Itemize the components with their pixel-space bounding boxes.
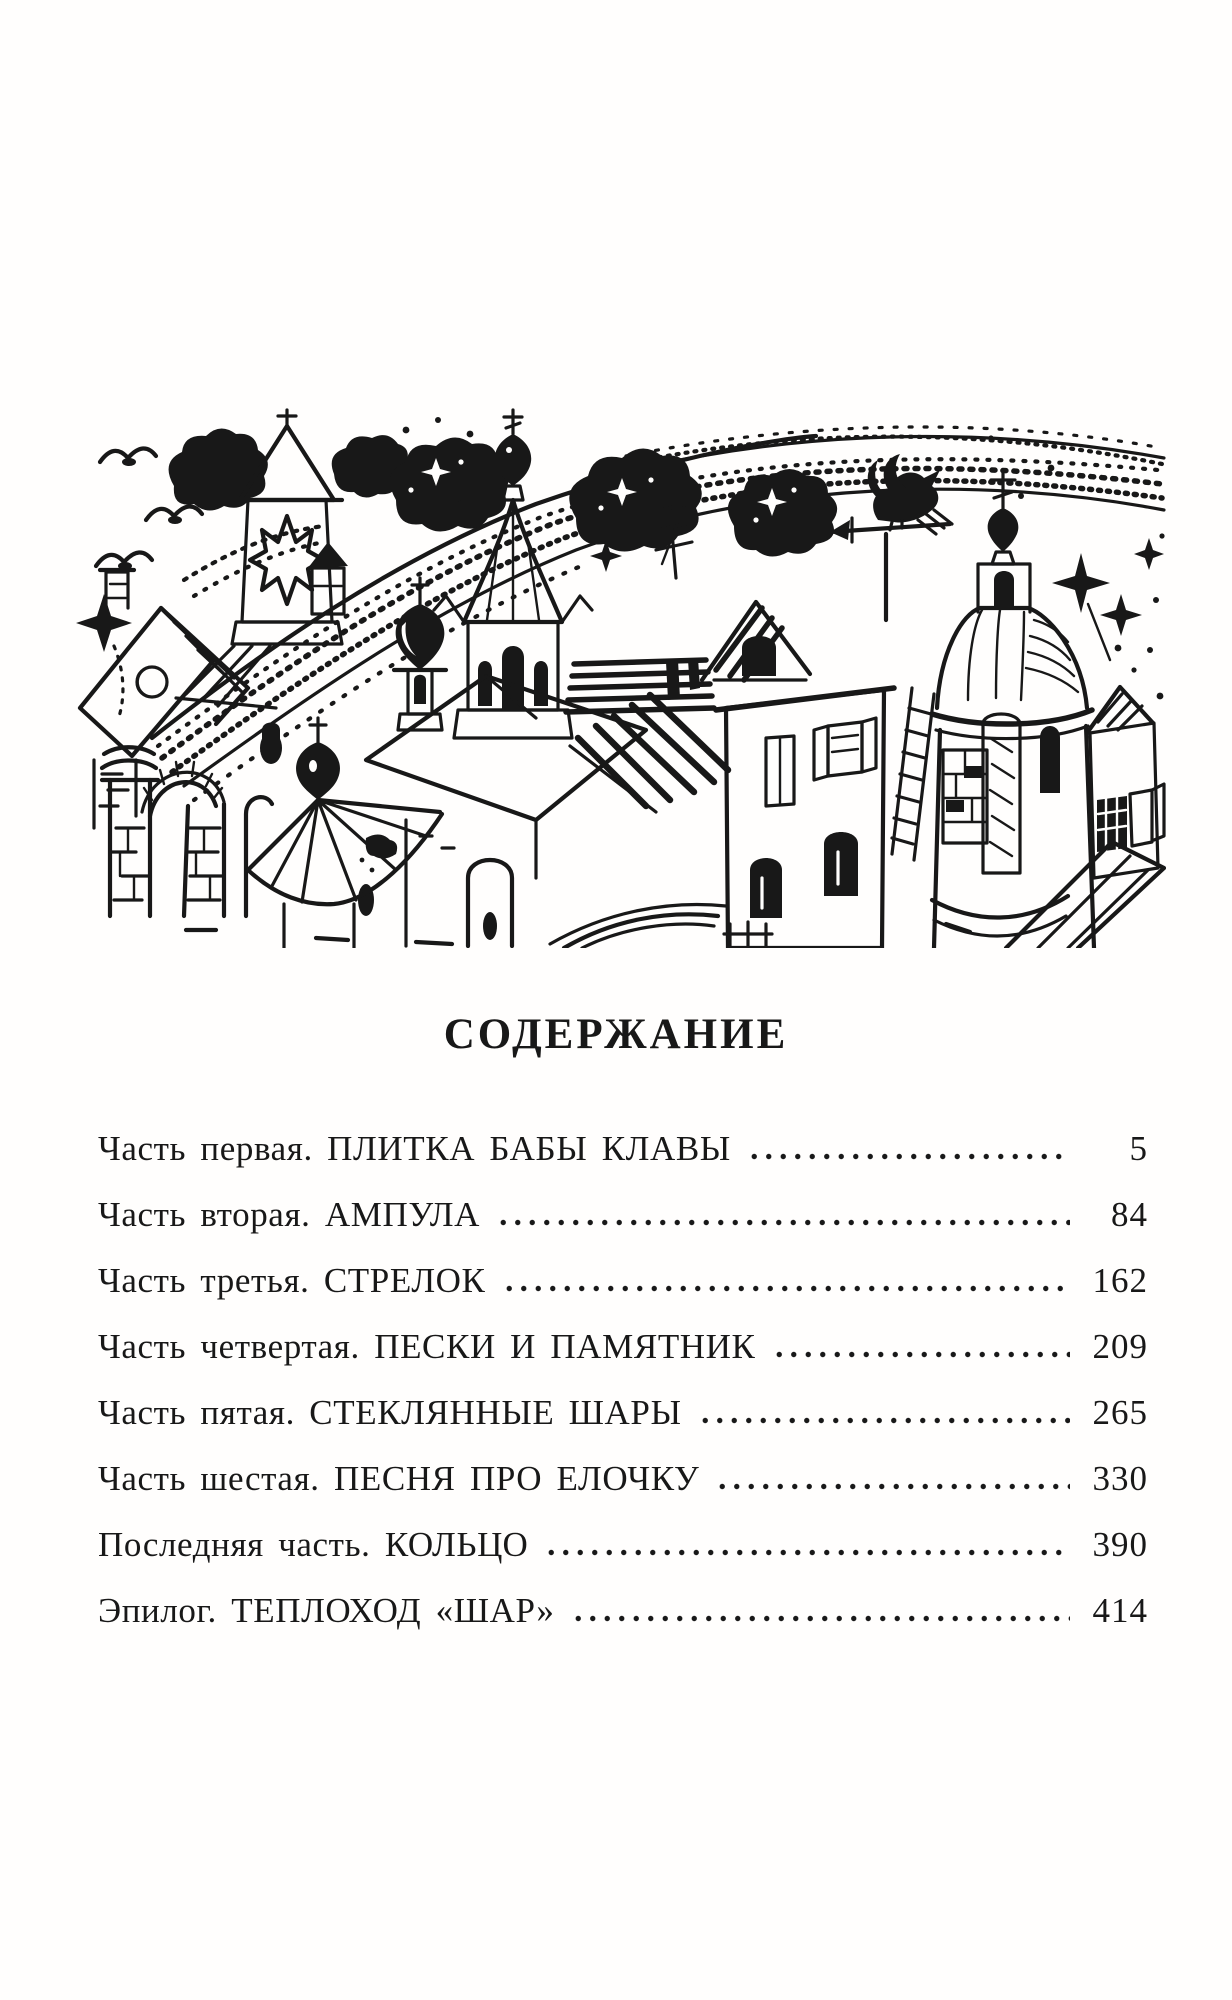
toc-dot-leader (571, 1615, 1070, 1622)
toc-page-number: 390 (1092, 1525, 1148, 1564)
page-title: СОДЕРЖАНИЕ (443, 1011, 789, 1058)
ladder (892, 688, 934, 860)
rooster-weathervane-icon (830, 454, 952, 620)
toc-dot-leader (496, 1219, 1070, 1226)
toc-dot-leader (747, 1153, 1070, 1160)
toc-row (98, 1392, 1148, 1434)
toc-dot-leader (772, 1351, 1071, 1358)
toc-page-number: 330 (1092, 1459, 1148, 1498)
toc-entry-label: Часть первая. ПЛИТКА БАБЫ КЛАВЫ (98, 1129, 731, 1168)
toc-page-number: 5 (1129, 1129, 1148, 1168)
shed-roof (946, 842, 1164, 948)
toc-row (98, 1590, 1148, 1632)
toc-row (98, 1326, 1148, 1368)
toc-entry-label: Часть шестая. ПЕСНЯ ПРО ЕЛОЧКУ (98, 1459, 700, 1498)
toc-entry-label: Часть вторая. АМПУЛА (98, 1195, 480, 1234)
toc-page-number: 84 (1111, 1195, 1148, 1234)
toc-row (98, 1128, 1148, 1170)
bell-tower (932, 470, 1094, 948)
toc-page-number: 209 (1092, 1327, 1148, 1366)
toc-entry-label: Часть третья. СТРЕЛОК (98, 1261, 486, 1300)
toc-page-number: 414 (1092, 1591, 1148, 1630)
toc-row (98, 1458, 1148, 1500)
table-of-contents (98, 1128, 1148, 1656)
toc-entry-label: Часть пятая. СТЕКЛЯННЫЕ ШАРЫ (98, 1393, 682, 1432)
toc-dot-leader (544, 1549, 1070, 1556)
toc-page-number: 265 (1092, 1393, 1148, 1432)
toc-row (98, 1194, 1148, 1236)
dormer (702, 602, 810, 680)
toc-entry-label: Часть четвертая. ПЕСКИ И ПАМЯТНИК (98, 1327, 756, 1366)
toc-dot-leader (715, 1483, 1070, 1490)
two-story-house (716, 688, 894, 948)
town-illustration (66, 408, 1166, 948)
toc-row (98, 1260, 1148, 1302)
toc-entry-label: Последняя часть. КОЛЬЦО (98, 1525, 529, 1564)
toc-entry-label: Эпилог. ТЕПЛОХОД «ШАР» (98, 1591, 555, 1630)
toc-row (98, 1524, 1148, 1566)
toc-dot-leader (502, 1285, 1070, 1292)
toc-dot-leader (698, 1417, 1070, 1424)
toc-page-number: 162 (1092, 1261, 1148, 1300)
